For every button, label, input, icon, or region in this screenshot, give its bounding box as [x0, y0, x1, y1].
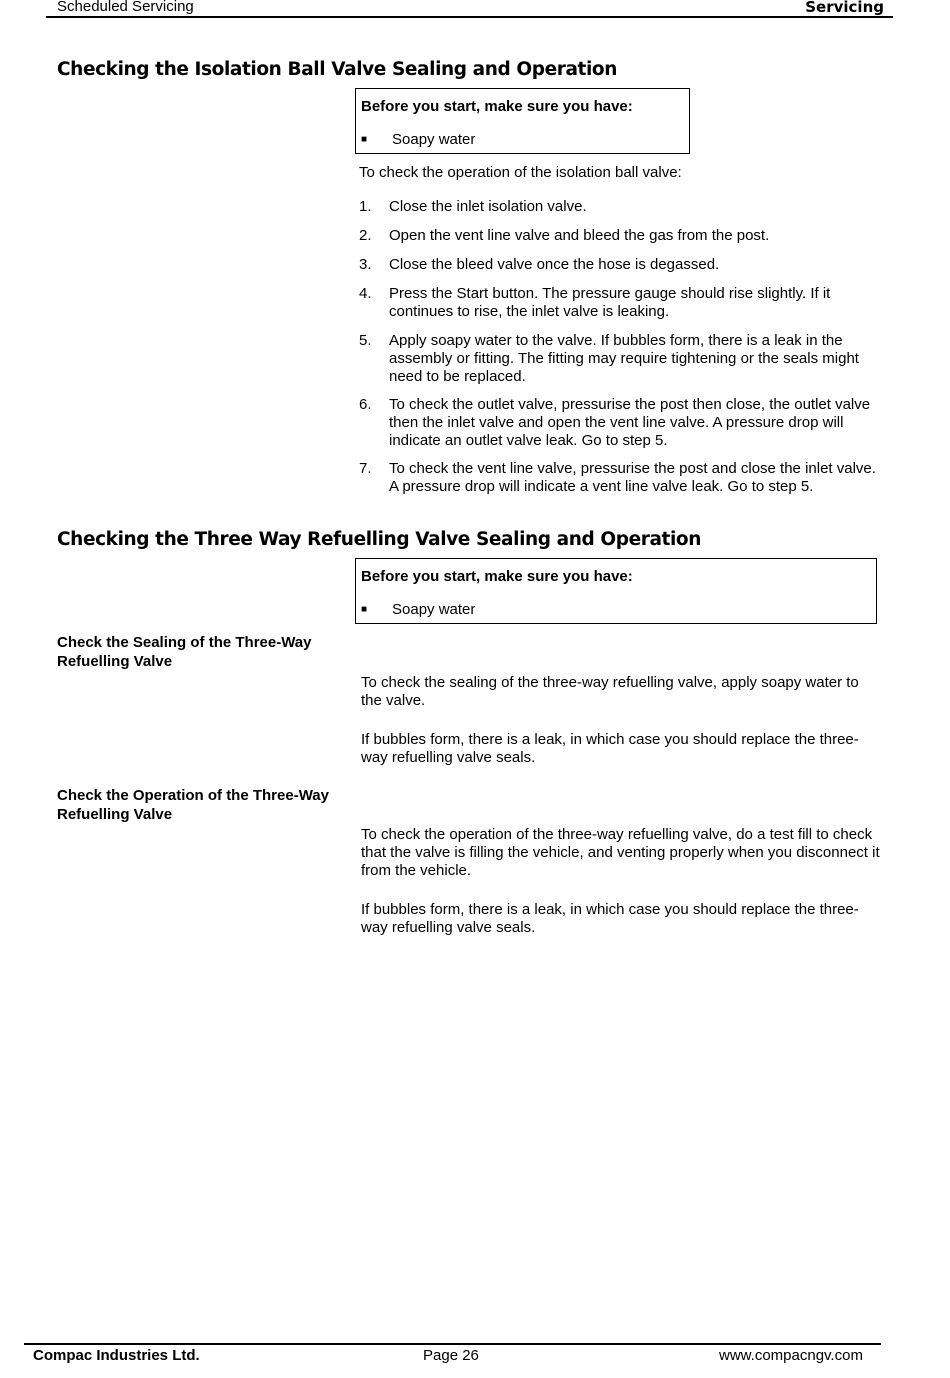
- step-number: 1.: [359, 198, 372, 215]
- step-number: 3.: [359, 256, 372, 273]
- prerequisites-box: [355, 558, 877, 624]
- step-item: [359, 227, 884, 245]
- step-number: 6.: [359, 396, 372, 413]
- procedure-steps: [359, 198, 884, 496]
- paragraph-sealing-result: If bubbles form, there is a leak, in which case you should replace the three-way refuelling valve seals.: [361, 731, 859, 766]
- section-heading-three-way-valve: Checking the Three Way Refuelling Valve Sealing and Operation: [57, 529, 702, 550]
- step-number: 7.: [359, 460, 372, 477]
- square-bullet-icon: ■: [361, 134, 368, 145]
- step-text: Close the inlet isolation valve.: [389, 198, 587, 215]
- step-text: Apply soapy water to the valve. If bubbles form, there is a leak in the assembly or fitting. The fitting may require tightening or the seals might need to be replaced.: [389, 332, 859, 385]
- prerequisites-title: Before you start, make sure you have:: [361, 568, 633, 585]
- step-item: [359, 256, 884, 274]
- footer-website: www.compacngv.com: [719, 1347, 863, 1364]
- paragraph-operation-check: To check the operation of the three-way refuelling valve, do a test fill to check that the valve is filling the vehicle, and venting properly when you disconnect it from the vehicle.: [361, 826, 880, 879]
- step-text: Open the vent line valve and bleed the gas from the post.: [389, 227, 770, 244]
- prerequisite-item-label: Soapy water: [392, 131, 476, 148]
- step-text: Close the bleed valve once the hose is degassed.: [389, 256, 720, 273]
- step-item: [359, 285, 884, 321]
- square-bullet-icon: ■: [361, 604, 368, 615]
- step-text: Press the Start button. The pressure gauge should rise slightly. If it continues to rise, the inlet valve is leaking.: [389, 285, 831, 320]
- running-header-right: Servicing: [805, 0, 884, 16]
- prerequisites-title: Before you start, make sure you have:: [361, 98, 633, 115]
- step-item: [359, 460, 884, 496]
- running-header-left: Scheduled Servicing: [57, 0, 194, 15]
- prerequisite-item: [361, 601, 475, 618]
- step-item: [359, 332, 884, 386]
- step-item: [359, 396, 884, 450]
- step-number: 5.: [359, 332, 372, 349]
- paragraph-sealing-check: To check the sealing of the three-way refuelling valve, apply soapy water to the valve.: [361, 674, 859, 709]
- procedure-intro: To check the operation of the isolation ball valve:: [359, 164, 682, 181]
- side-heading-sealing: Check the Sealing of the Three-Way Refuelling Valve: [57, 634, 312, 670]
- prerequisite-item: [361, 131, 475, 148]
- step-item: [359, 198, 884, 216]
- footer-page-number: Page 26: [423, 1347, 479, 1364]
- step-number: 2.: [359, 227, 372, 244]
- footer-company: Compac Industries Ltd.: [33, 1347, 200, 1364]
- footer-rule: [24, 1343, 881, 1345]
- step-number: 4.: [359, 285, 372, 302]
- side-heading-operation: Check the Operation of the Three-Way Refuelling Valve: [57, 787, 329, 823]
- header-rule: [46, 16, 893, 18]
- prerequisite-item-label: Soapy water: [392, 601, 476, 618]
- prerequisites-box: [355, 88, 690, 154]
- paragraph-operation-result: If bubbles form, there is a leak, in which case you should replace the three-way refuelling valve seals.: [361, 901, 859, 936]
- step-text: To check the outlet valve, pressurise the post then close, the outlet valve then the inlet valve and open the vent line valve. A pressure drop will indicate an outlet valve leak. Go to step 5.: [389, 396, 871, 449]
- step-text: To check the vent line valve, pressurise the post and close the inlet valve. A pressure drop will indicate a vent line valve leak. Go to step 5.: [389, 460, 876, 495]
- section-heading-isolation-valve: Checking the Isolation Ball Valve Sealing and Operation: [57, 59, 618, 80]
